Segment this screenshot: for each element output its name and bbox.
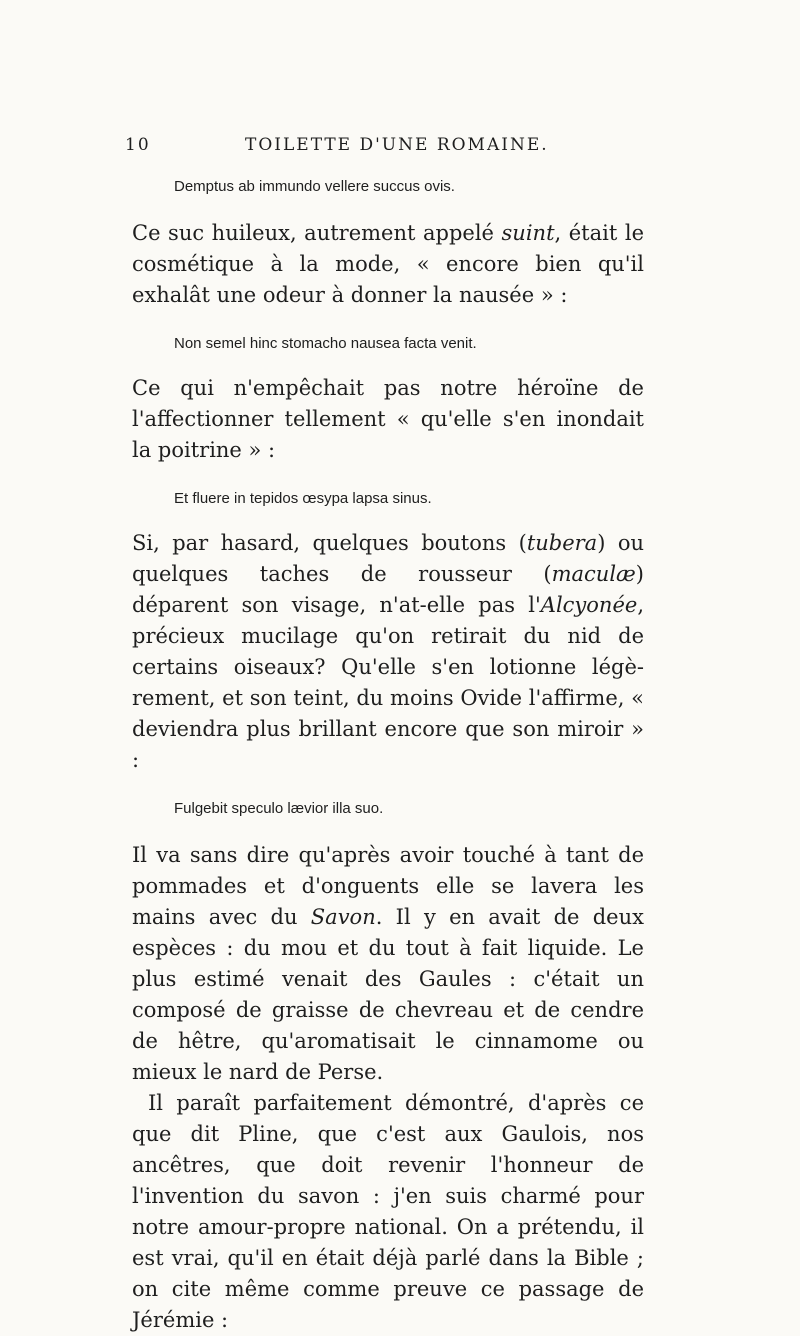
- paragraph-1-part-3: , était le cosmétique à la mode, « encore bien qu'il exhalât une odeur à donner la nausée » :: [132, 221, 644, 307]
- verse-1: Demptus ab immundo vellere succus ovis.: [174, 178, 455, 195]
- paragraph-3-part-3: ) ou quelques taches de rousseur (: [132, 531, 644, 586]
- paragraph-5: [132, 1088, 644, 1336]
- paragraph-3: [132, 528, 644, 776]
- page-number: 10: [125, 135, 151, 155]
- running-title: TOILETTE D'UNE ROMAINE.: [245, 135, 549, 155]
- paragraph-1-italic-suint: suint: [501, 221, 555, 245]
- paragraph-3-part-1: Si, par hasard, quelques boutons (: [132, 531, 527, 555]
- paragraph-2: [132, 373, 644, 466]
- paragraph-4: [132, 840, 644, 1088]
- paragraph-2-text: Ce qui n'empêchait pas notre héroïne de l'affectionner tellement « qu'elle s'en inondait la poitrine » :: [132, 376, 644, 462]
- paragraph-1: [132, 218, 644, 311]
- paragraph-5-text: Il paraît parfaitement démontré, d'après ce que dit Pline, que c'est aux Gaulois, nos ancêtres, que doit revenir l'honneur de l'invention du savon : j'en suis charmé pour notre amour-propre national. On a prétendu, il est vrai, qu'il en était déjà parlé dans la Bible ; on cite même comme preuve ce passage de Jérémie :: [132, 1091, 644, 1332]
- verse-2: Non semel hinc stomacho nausea facta venit.: [174, 335, 477, 352]
- page-body: [132, 176, 644, 1336]
- paragraph-4-part-1: Il va sans dire qu'après avoir touché à tant de pommades et d'onguents elle se lavera les mains avec du: [132, 843, 644, 929]
- paragraph-3-italic-alcyonee: Alcyonée: [540, 593, 638, 617]
- paragraph-3-part-5: ) déparent son visage, n'at-elle pas l': [132, 562, 644, 617]
- paragraph-3-italic-tubera: tubera: [526, 531, 598, 555]
- paragraph-1-part-1: Ce suc huileux, autrement appelé: [132, 221, 502, 245]
- paragraph-3-italic-maculae: maculæ: [551, 562, 636, 586]
- paragraph-4-italic-savon: Savon: [310, 905, 376, 929]
- verse-3: Et fluere in tepidos œsypa lapsa sinus.: [174, 490, 432, 507]
- paragraph-4-part-3: . Il y en avait de deux espèces : du mou et du tout à fait liquide. Le plus estimé venait des Gaules : c'était un composé de graisse de chevreau et de cendre de hêtre, qu'aromatisait le cinnamome ou mieux le nard de Perse.: [132, 905, 644, 1084]
- paragraph-3-part-7: , précieux mucilage qu'on retirait du nid de certains oiseaux? Qu'elle s'en lotionne légèrement, et son teint, du moins Ovide l'affirme, « deviendra plus brillant encore que son miroir » :: [132, 593, 644, 772]
- verse-4: Fulgebit speculo lævior illa suo.: [174, 800, 384, 817]
